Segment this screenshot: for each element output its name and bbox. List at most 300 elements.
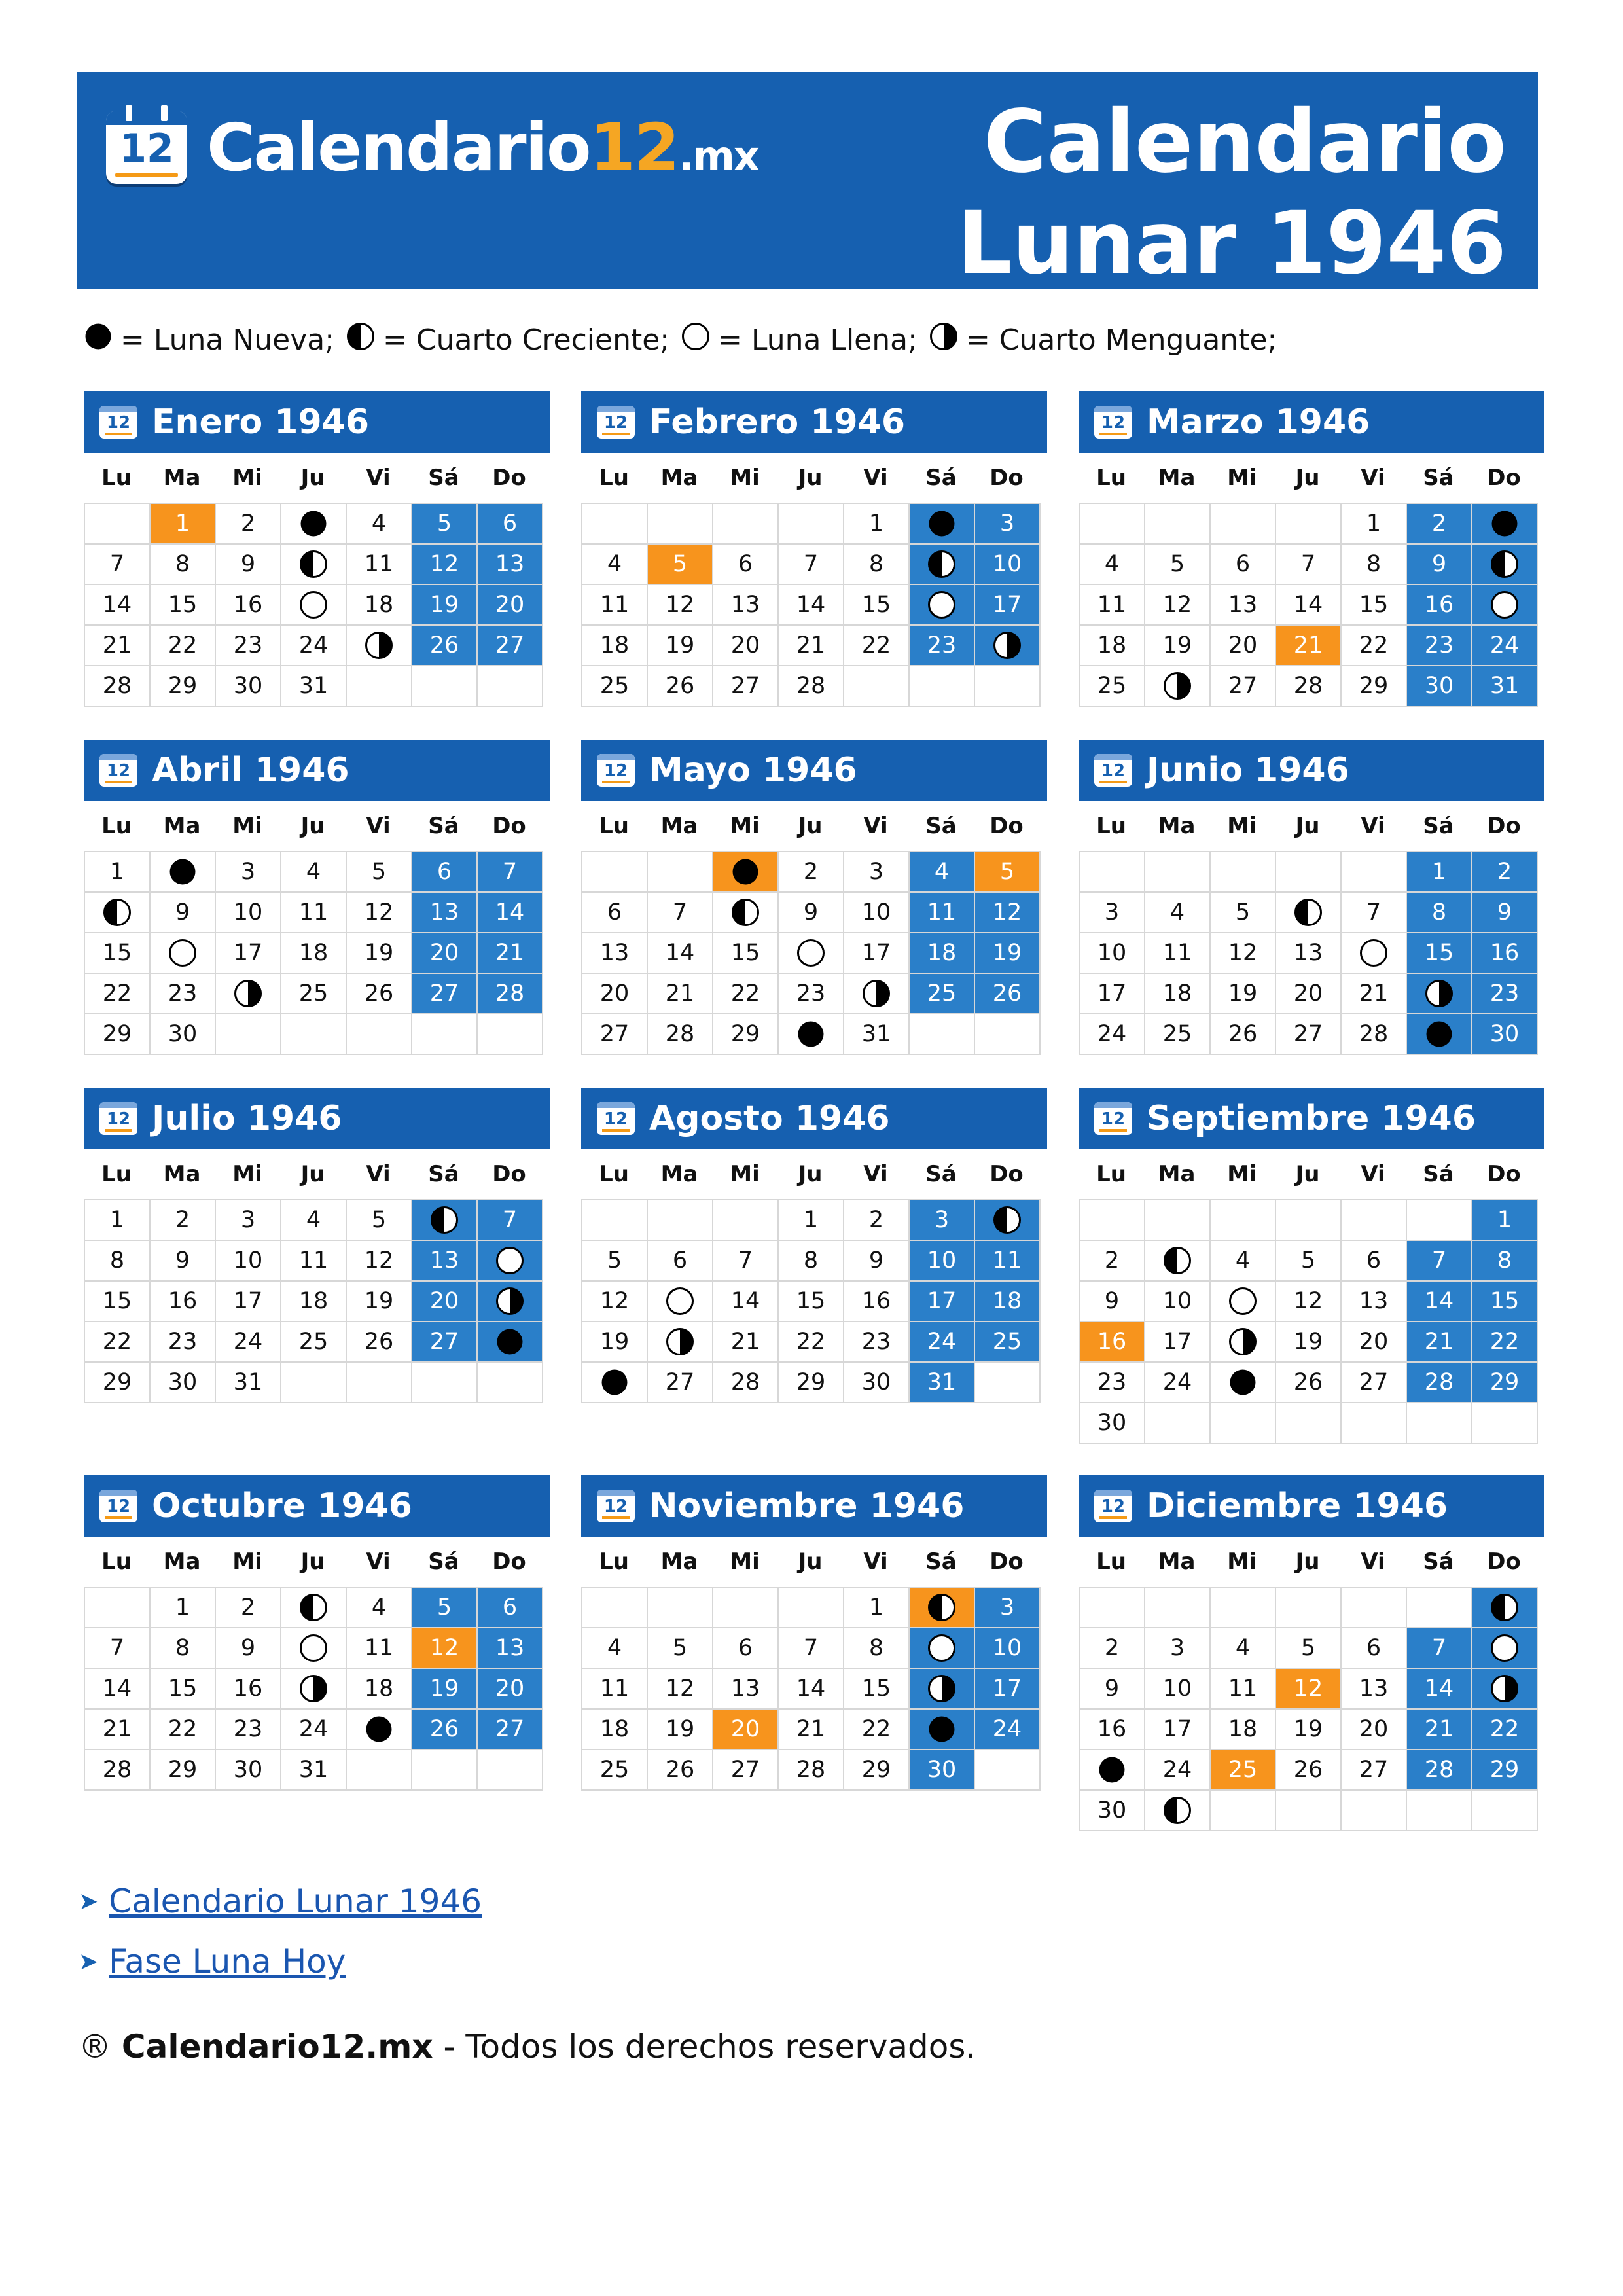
day-cell: 28 — [1276, 666, 1342, 707]
weekday-label: Mi — [232, 1549, 262, 1575]
month-grid — [84, 1199, 543, 1403]
week-row — [85, 974, 543, 1014]
day-cell: 29 — [779, 1363, 844, 1403]
week-row — [1080, 1791, 1538, 1831]
week-row — [85, 1588, 543, 1628]
day-cell: 7 — [478, 852, 543, 893]
day-cell: 5 — [412, 504, 478, 545]
calendar-icon — [99, 1490, 137, 1522]
empty-cell — [648, 504, 713, 545]
month-card — [84, 1475, 550, 1791]
week-row — [1080, 1322, 1538, 1363]
week-row — [582, 1241, 1041, 1282]
day-cell: 14 — [779, 1669, 844, 1710]
day-cell: 7 — [1342, 893, 1407, 933]
page-title — [957, 92, 1507, 295]
empty-cell — [713, 1200, 779, 1241]
day-cell: 11 — [1211, 1669, 1276, 1710]
day-cell: 28 — [85, 666, 151, 707]
day-cell: 7 — [713, 1241, 779, 1282]
weekday-header — [581, 1537, 1047, 1587]
day-cell: 12 — [347, 1241, 412, 1282]
day-cell: 5 — [347, 852, 412, 893]
empty-cell — [1276, 1200, 1342, 1241]
day-cell: 7 — [1276, 545, 1342, 585]
day-cell: 13 — [582, 933, 648, 974]
week-row — [1080, 974, 1538, 1014]
month-header — [581, 1475, 1047, 1537]
weekday-label: Vi — [1361, 1549, 1385, 1575]
day-cell: 1 — [85, 1200, 151, 1241]
new-moon-icon — [927, 509, 956, 538]
empty-cell — [1276, 1403, 1342, 1444]
day-cell: 8 — [151, 545, 216, 585]
empty-cell — [582, 504, 648, 545]
day-cell: 12 — [975, 893, 1041, 933]
month-title: Diciembre 1946 — [1147, 1486, 1448, 1526]
weekday-label: Mi — [1227, 465, 1257, 491]
day-cell — [478, 1282, 543, 1322]
link-item-fase — [79, 1943, 346, 1981]
empty-cell — [478, 666, 543, 707]
day-cell: 19 — [648, 626, 713, 666]
day-cell: 3 — [216, 852, 281, 893]
legend-full-label: = Luna Llena; — [718, 323, 918, 357]
calendar-icon — [106, 111, 187, 184]
weekday-label: Ma — [163, 465, 201, 491]
arrow-right-icon: ➤ — [79, 1888, 99, 1915]
day-cell: 1 — [1342, 504, 1407, 545]
week-row — [582, 1588, 1041, 1628]
day-cell: 24 — [975, 1710, 1041, 1750]
week-row — [582, 852, 1041, 893]
moon-phase-legend — [84, 322, 1277, 358]
logo-wordmark: Calendario12.mx — [207, 109, 758, 186]
day-cell — [1145, 666, 1211, 707]
weekday-label: Ju — [300, 813, 325, 839]
weekday-label: Ju — [798, 813, 823, 839]
day-cell: 23 — [779, 974, 844, 1014]
day-cell — [1276, 893, 1342, 933]
month-header — [581, 1088, 1047, 1149]
day-cell — [910, 1710, 975, 1750]
empty-cell — [1145, 504, 1211, 545]
day-cell: 26 — [648, 1750, 713, 1791]
day-cell: 12 — [412, 1628, 478, 1669]
weekday-label: Sá — [925, 1161, 957, 1187]
day-cell: 21 — [779, 626, 844, 666]
week-row — [1080, 1363, 1538, 1403]
weekday-label: Ma — [1158, 1549, 1196, 1575]
calendar-icon-number: 12 — [603, 761, 628, 781]
day-cell: 18 — [1145, 974, 1211, 1014]
week-row — [582, 585, 1041, 626]
day-cell: 20 — [1342, 1710, 1407, 1750]
day-cell: 14 — [85, 585, 151, 626]
day-cell: 19 — [412, 585, 478, 626]
day-cell: 9 — [216, 1628, 281, 1669]
day-cell — [151, 933, 216, 974]
full-moon-icon — [168, 939, 197, 967]
day-cell: 11 — [910, 893, 975, 933]
title-line-2: Lunar 1946 — [957, 193, 1507, 294]
empty-cell — [910, 1014, 975, 1055]
calendar-icon — [597, 754, 635, 787]
last-quarter-icon — [495, 1287, 524, 1316]
day-cell: 10 — [910, 1241, 975, 1282]
empty-cell — [1407, 1588, 1472, 1628]
week-row — [582, 1363, 1041, 1403]
weekday-label: Lu — [101, 813, 132, 839]
day-cell: 4 — [582, 545, 648, 585]
day-cell: 14 — [779, 585, 844, 626]
day-cell: 26 — [412, 626, 478, 666]
new-moon-icon — [731, 857, 760, 886]
week-row — [85, 1669, 543, 1710]
full-moon-icon — [495, 1246, 524, 1275]
empty-cell — [347, 666, 412, 707]
day-cell: 30 — [216, 1750, 281, 1791]
weekday-label: Do — [990, 1161, 1024, 1187]
day-cell: 22 — [713, 974, 779, 1014]
day-cell: 27 — [713, 666, 779, 707]
month-header — [581, 740, 1047, 801]
day-cell: 12 — [582, 1282, 648, 1322]
day-cell: 16 — [216, 1669, 281, 1710]
month-header — [1079, 1088, 1544, 1149]
month-title: Enero 1946 — [152, 403, 370, 442]
day-cell: 17 — [1145, 1322, 1211, 1363]
day-cell: 22 — [779, 1322, 844, 1363]
day-cell: 5 — [975, 852, 1041, 893]
calendar-icon-number: 12 — [1101, 413, 1126, 433]
day-cell: 31 — [281, 1750, 347, 1791]
day-cell: 26 — [347, 1322, 412, 1363]
month-card — [84, 1088, 550, 1403]
full-moon-icon — [1359, 939, 1388, 967]
empty-cell — [1145, 852, 1211, 893]
legend-first-label: = Cuarto Creciente; — [383, 323, 670, 357]
weekday-label: Do — [492, 1549, 526, 1575]
month-card — [581, 1475, 1047, 1791]
calendar-icon-number: 12 — [603, 1497, 628, 1516]
day-cell: 28 — [1407, 1750, 1472, 1791]
new-moon-icon — [927, 1715, 956, 1744]
calendar-icon-number: 12 — [106, 761, 131, 781]
day-cell: 23 — [1472, 974, 1538, 1014]
day-cell: 13 — [1211, 585, 1276, 626]
day-cell: 17 — [975, 1669, 1041, 1710]
day-cell: 9 — [151, 893, 216, 933]
day-cell: 1 — [1407, 852, 1472, 893]
day-cell: 1 — [85, 852, 151, 893]
empty-cell — [1211, 1200, 1276, 1241]
empty-cell — [975, 1014, 1041, 1055]
day-cell — [85, 893, 151, 933]
weekday-header — [581, 453, 1047, 503]
first-quarter-icon — [1163, 1246, 1192, 1275]
day-cell: 25 — [582, 666, 648, 707]
day-cell: 13 — [412, 893, 478, 933]
month-grid — [1079, 503, 1538, 707]
empty-cell — [975, 666, 1041, 707]
day-cell: 25 — [1211, 1750, 1276, 1791]
day-cell: 22 — [85, 974, 151, 1014]
weekday-label: Lu — [1096, 465, 1126, 491]
month-grid — [1079, 1587, 1538, 1831]
weekday-label: Do — [1487, 1549, 1521, 1575]
day-cell: 6 — [713, 1628, 779, 1669]
day-cell: 20 — [713, 626, 779, 666]
empty-cell — [478, 1750, 543, 1791]
day-cell: 31 — [281, 666, 347, 707]
day-cell: 15 — [1407, 933, 1472, 974]
calendar-icon — [597, 406, 635, 439]
day-cell: 11 — [975, 1241, 1041, 1282]
day-cell: 8 — [151, 1628, 216, 1669]
weekday-label: Do — [492, 813, 526, 839]
day-cell: 18 — [1080, 626, 1145, 666]
day-cell: 16 — [1407, 585, 1472, 626]
day-cell: 16 — [216, 585, 281, 626]
day-cell: 31 — [844, 1014, 910, 1055]
new-moon-icon — [84, 322, 113, 358]
day-cell — [347, 626, 412, 666]
weekday-label: Mi — [730, 465, 760, 491]
new-moon-icon — [168, 857, 197, 886]
full-moon-icon — [927, 1634, 956, 1662]
calendar-icon — [1094, 406, 1132, 439]
day-cell: 17 — [975, 585, 1041, 626]
weekday-label: Mi — [730, 1549, 760, 1575]
day-cell: 31 — [216, 1363, 281, 1403]
day-cell: 16 — [844, 1282, 910, 1322]
week-row — [85, 1014, 543, 1055]
day-cell: 8 — [1472, 1241, 1538, 1282]
day-cell — [281, 585, 347, 626]
day-cell: 15 — [151, 585, 216, 626]
calendar-icon-number: 12 — [1101, 1497, 1126, 1516]
calendar-icon-number: 12 — [106, 413, 131, 433]
month-header — [1079, 391, 1544, 453]
empty-cell — [1080, 1200, 1145, 1241]
weekday-label: Ju — [1295, 465, 1320, 491]
day-cell: 30 — [216, 666, 281, 707]
day-cell: 6 — [713, 545, 779, 585]
weekday-label: Vi — [366, 1549, 391, 1575]
day-cell: 16 — [1080, 1710, 1145, 1750]
footer-text: - Todos los derechos reservados. — [433, 2028, 976, 2066]
weekday-label: Ju — [1295, 1549, 1320, 1575]
month-card — [1079, 1475, 1544, 1831]
empty-cell — [1145, 1403, 1211, 1444]
day-cell: 6 — [582, 893, 648, 933]
day-cell: 8 — [844, 1628, 910, 1669]
first-quarter-icon — [103, 898, 132, 927]
calendar-icon-number: 12 — [106, 1497, 131, 1516]
empty-cell — [478, 1363, 543, 1403]
day-cell — [1407, 1014, 1472, 1055]
calendar-icon — [597, 1490, 635, 1522]
day-cell: 23 — [1407, 626, 1472, 666]
day-cell: 7 — [1407, 1628, 1472, 1669]
week-row — [85, 1322, 543, 1363]
calendar-icon-number: 12 — [603, 413, 628, 433]
day-cell: 3 — [1145, 1628, 1211, 1669]
day-cell: 6 — [1211, 545, 1276, 585]
weekday-label: Vi — [863, 813, 888, 839]
day-cell: 17 — [844, 933, 910, 974]
day-cell: 6 — [648, 1241, 713, 1282]
day-cell: 8 — [779, 1241, 844, 1282]
day-cell — [151, 852, 216, 893]
day-cell: 15 — [85, 1282, 151, 1322]
link-fase-luna-hoy[interactable]: Fase Luna Hoy — [109, 1943, 346, 1981]
day-cell: 27 — [412, 974, 478, 1014]
empty-cell — [1211, 1791, 1276, 1831]
day-cell: 12 — [648, 1669, 713, 1710]
weekday-label: Sá — [925, 1549, 957, 1575]
day-cell: 25 — [281, 974, 347, 1014]
day-cell: 13 — [1342, 1669, 1407, 1710]
weekday-label: Vi — [366, 813, 391, 839]
day-cell: 29 — [151, 1750, 216, 1791]
day-cell: 27 — [713, 1750, 779, 1791]
month-title: Septiembre 1946 — [1147, 1099, 1476, 1138]
day-cell: 21 — [648, 974, 713, 1014]
week-row — [582, 933, 1041, 974]
day-cell: 20 — [412, 933, 478, 974]
weekday-header — [84, 453, 550, 503]
day-cell: 21 — [478, 933, 543, 974]
day-cell: 7 — [648, 893, 713, 933]
day-cell: 18 — [347, 1669, 412, 1710]
weekday-label: Ma — [1158, 465, 1196, 491]
day-cell: 18 — [281, 933, 347, 974]
week-row — [85, 666, 543, 707]
week-row — [85, 585, 543, 626]
day-cell: 14 — [713, 1282, 779, 1322]
empty-cell — [713, 1588, 779, 1628]
day-cell: 25 — [281, 1322, 347, 1363]
weekday-label: Sá — [1423, 465, 1454, 491]
last-quarter-icon — [929, 322, 958, 358]
weekday-label: Lu — [599, 813, 629, 839]
day-cell: 11 — [347, 1628, 412, 1669]
day-cell — [844, 974, 910, 1014]
day-cell: 28 — [478, 974, 543, 1014]
first-quarter-icon — [299, 550, 328, 579]
empty-cell — [1145, 1588, 1211, 1628]
weekday-label: Do — [1487, 1161, 1521, 1187]
month-title: Febrero 1946 — [649, 403, 906, 442]
month-title: Junio 1946 — [1147, 751, 1349, 790]
day-cell: 23 — [910, 626, 975, 666]
week-row — [582, 504, 1041, 545]
day-cell: 9 — [1080, 1282, 1145, 1322]
day-cell: 27 — [1211, 666, 1276, 707]
day-cell: 2 — [1080, 1241, 1145, 1282]
day-cell: 13 — [1342, 1282, 1407, 1322]
day-cell: 30 — [1080, 1403, 1145, 1444]
weekday-label: Vi — [863, 1161, 888, 1187]
day-cell: 24 — [281, 1710, 347, 1750]
calendar-icon-number: 12 — [603, 1109, 628, 1129]
month-card — [1079, 391, 1544, 707]
day-cell: 27 — [478, 1710, 543, 1750]
site-logo[interactable] — [106, 108, 758, 187]
day-cell — [1080, 1750, 1145, 1791]
day-cell: 18 — [910, 933, 975, 974]
new-moon-icon — [796, 1020, 825, 1049]
weekday-label: Sá — [1423, 813, 1454, 839]
week-row — [1080, 1710, 1538, 1750]
header-banner — [77, 72, 1538, 294]
empty-cell — [975, 1363, 1041, 1403]
day-cell: 7 — [1407, 1241, 1472, 1282]
day-cell: 4 — [910, 852, 975, 893]
month-grid — [581, 503, 1041, 707]
day-cell: 2 — [1080, 1628, 1145, 1669]
day-cell: 26 — [1211, 1014, 1276, 1055]
day-cell: 17 — [216, 933, 281, 974]
day-cell — [1145, 1791, 1211, 1831]
calendar-icon — [99, 754, 137, 787]
weekday-label: Do — [990, 465, 1024, 491]
day-cell: 9 — [1407, 545, 1472, 585]
weekday-label: Mi — [1227, 813, 1257, 839]
month-card — [1079, 1088, 1544, 1444]
weekday-label: Ju — [798, 465, 823, 491]
link-calendario-lunar[interactable]: Calendario Lunar 1946 — [109, 1882, 482, 1920]
weekday-label: Ju — [798, 1549, 823, 1575]
week-row — [582, 1750, 1041, 1791]
day-cell — [281, 1628, 347, 1669]
day-cell: 27 — [412, 1322, 478, 1363]
day-cell: 7 — [779, 545, 844, 585]
day-cell: 17 — [216, 1282, 281, 1322]
day-cell — [281, 545, 347, 585]
day-cell: 20 — [478, 585, 543, 626]
day-cell — [1472, 1669, 1538, 1710]
week-row — [582, 1322, 1041, 1363]
footer-copyright — [79, 2028, 976, 2066]
day-cell: 5 — [1145, 545, 1211, 585]
day-cell: 19 — [1211, 974, 1276, 1014]
day-cell: 8 — [1407, 893, 1472, 933]
empty-cell — [412, 666, 478, 707]
day-cell: 5 — [582, 1241, 648, 1282]
day-cell: 28 — [85, 1750, 151, 1791]
full-moon-icon — [666, 1287, 694, 1316]
weekday-label: Lu — [1096, 1549, 1126, 1575]
day-cell: 15 — [844, 585, 910, 626]
weekday-label: Lu — [599, 1161, 629, 1187]
weekday-label: Ma — [163, 1161, 201, 1187]
day-cell: 12 — [412, 545, 478, 585]
month-grid — [581, 1199, 1041, 1403]
weekday-label: Do — [492, 465, 526, 491]
day-cell: 26 — [412, 1710, 478, 1750]
day-cell: 14 — [1407, 1282, 1472, 1322]
weekday-label: Vi — [366, 465, 391, 491]
day-cell: 1 — [844, 504, 910, 545]
day-cell: 24 — [910, 1322, 975, 1363]
day-cell: 27 — [1342, 1750, 1407, 1791]
day-cell: 25 — [1145, 1014, 1211, 1055]
weekday-label: Lu — [599, 1549, 629, 1575]
first-quarter-icon — [1163, 1796, 1192, 1825]
